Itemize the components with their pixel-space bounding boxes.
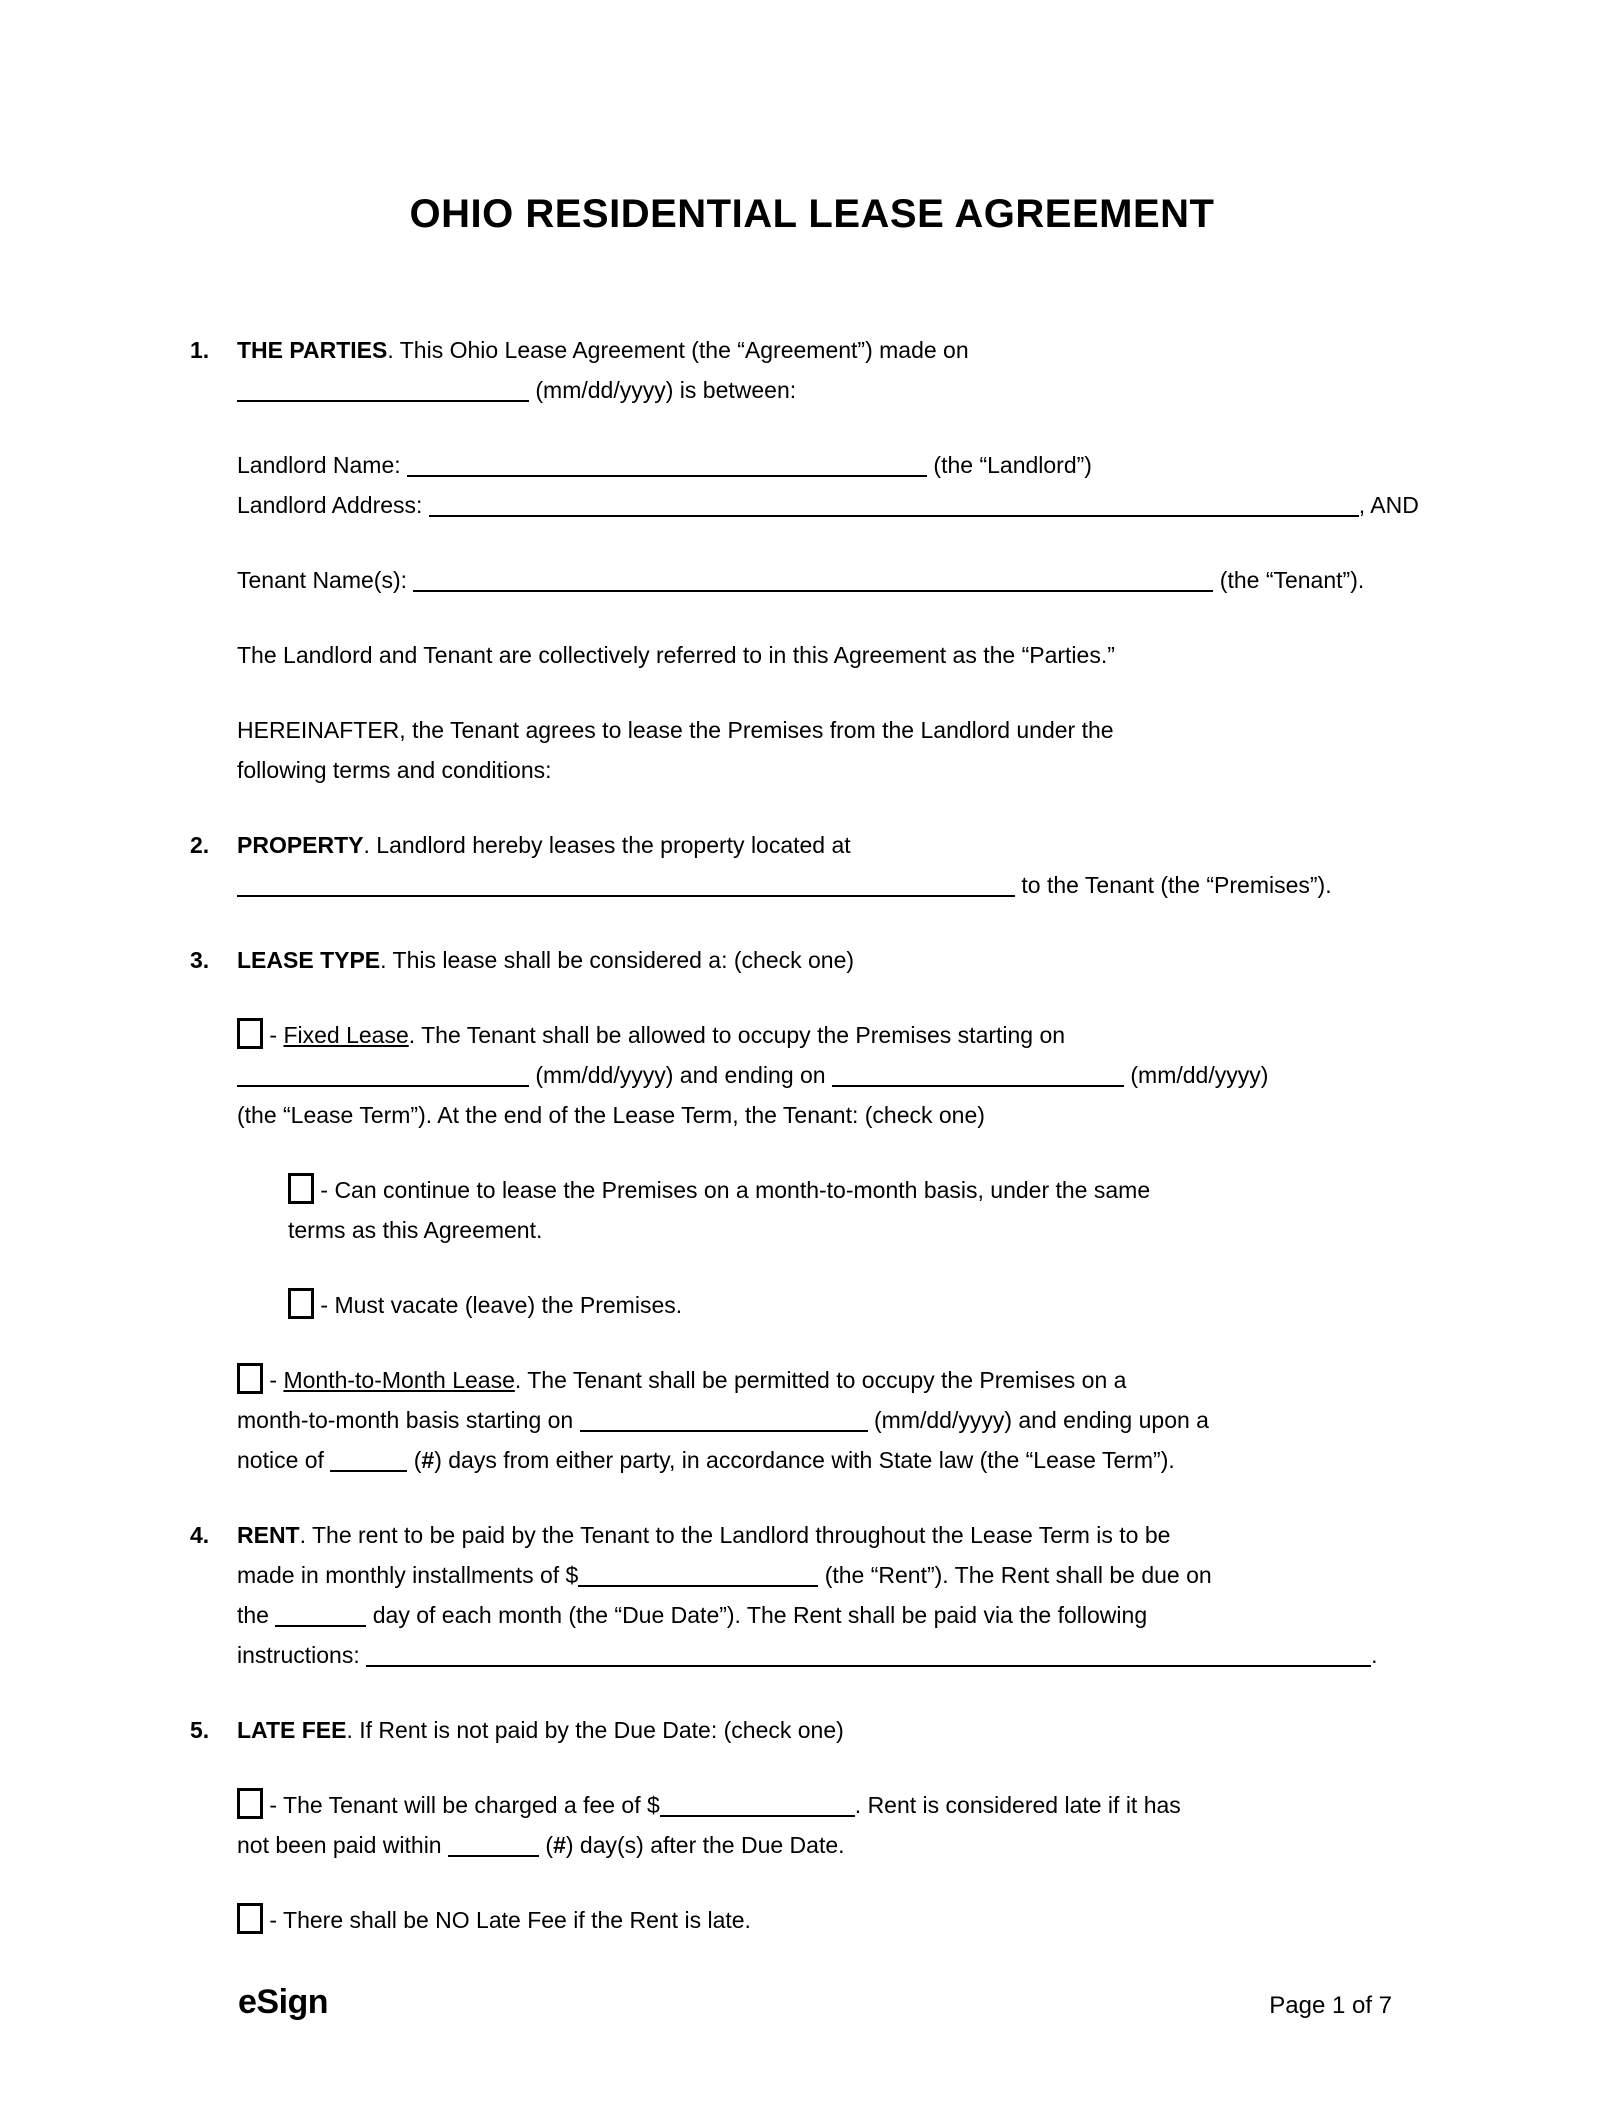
line [237, 1440, 1474, 1480]
line [237, 1515, 1474, 1555]
blank-late-fee-days[interactable] [448, 1855, 539, 1857]
fixed-lease-option [237, 1015, 1474, 1135]
continue-month-to-month-option [288, 1170, 1474, 1250]
esign-logo: eSign [238, 1983, 329, 2021]
section-content [237, 330, 1474, 410]
text-run: Landlord Name: [237, 452, 408, 478]
text-run: ) day(s) after the Due Date. [565, 1832, 845, 1858]
text-run: (mm/dd/yyyy) is between: [529, 377, 797, 403]
document-title: OHIO RESIDENTIAL LEASE AGREEMENT [409, 192, 1215, 236]
line [237, 710, 1474, 750]
checkbox-no-late-fee[interactable] [237, 1903, 263, 1934]
text-run: (the “Tenant”). [1213, 567, 1365, 593]
line [237, 1400, 1474, 1440]
blank-property-address[interactable] [237, 895, 1015, 897]
text-run: LATE FEE [237, 1717, 347, 1743]
month-to-month-option [237, 1360, 1474, 1480]
text-run: terms as this Agreement. [288, 1217, 543, 1243]
text-run: - Can continue to lease the Premises on a month-to-month basis, under the same [314, 1177, 1151, 1203]
section-number: 1. [190, 337, 210, 363]
text-run: Landlord Address: [237, 492, 429, 518]
text-run: made in monthly installments of $ [237, 1562, 579, 1588]
text-run: (mm/dd/yyyy) and ending upon a [867, 1407, 1209, 1433]
line [237, 825, 1474, 865]
section-the-parties [190, 330, 1474, 410]
section-number: 5. [190, 1717, 210, 1743]
text-run: following terms and conditions: [237, 757, 552, 783]
text-run: PROPERTY [237, 832, 364, 858]
section-content [237, 940, 1474, 980]
text-run: the [237, 1602, 276, 1628]
text-run: ( [539, 1832, 554, 1858]
line [237, 1055, 1474, 1095]
section-content [237, 1710, 1474, 1750]
line [237, 750, 1474, 790]
page-footer [238, 1982, 1392, 2026]
text-run: - [263, 1367, 284, 1393]
text-run: ( [407, 1447, 422, 1473]
hereinafter-clause [237, 710, 1474, 790]
text-run: (mm/dd/yyyy) and ending on [529, 1062, 832, 1088]
checkbox-continue-month-to-month[interactable] [288, 1173, 314, 1204]
line [237, 1555, 1474, 1595]
line [237, 1595, 1474, 1635]
text-run: , AND [1358, 492, 1419, 518]
text-run: . The Tenant shall be allowed to occupy the Premises starting on [408, 1022, 1066, 1048]
text-run: - [263, 1022, 284, 1048]
text-run: Fixed Lease [283, 1022, 409, 1048]
text-run: RENT [237, 1522, 300, 1548]
text-run: - The Tenant will be charged a fee of $ [263, 1792, 660, 1818]
text-run: notice of [237, 1447, 331, 1473]
text-run: Month-to-Month Lease [283, 1367, 515, 1393]
text-run: . [1371, 1642, 1378, 1668]
text-run: . Rent is considered late if it has [854, 1792, 1181, 1818]
line [288, 1285, 1474, 1325]
blank-payment-instructions[interactable] [366, 1665, 1371, 1667]
blank-fixed-lease-start-date[interactable] [237, 1085, 529, 1087]
blank-rent-due-day[interactable] [275, 1625, 366, 1627]
checkbox-must-vacate[interactable] [288, 1288, 314, 1319]
text-run: THE PARTIES [237, 337, 388, 363]
blank-tenant-names[interactable] [413, 590, 1213, 592]
line [237, 1635, 1474, 1675]
line [237, 1825, 1474, 1865]
text-run: (the “Rent”). The Rent shall be due on [818, 1562, 1212, 1588]
line [237, 940, 1474, 980]
line [237, 1360, 1474, 1400]
line [288, 1210, 1474, 1250]
section-number: 2. [190, 832, 210, 858]
text-run: (the “Landlord”) [927, 452, 1092, 478]
section-property [190, 825, 1474, 905]
line [237, 635, 1474, 675]
blank-fixed-lease-end-date[interactable] [832, 1085, 1124, 1087]
blank-m2m-start-date[interactable] [580, 1430, 868, 1432]
section-lease-type [190, 940, 1474, 980]
section-number: 3. [190, 947, 210, 973]
text-run: Tenant Name(s): [237, 567, 414, 593]
text-run: ) days from either party, in accordance with State law (the “Lease Term”). [434, 1447, 1175, 1473]
text-run: - There shall be NO Late Fee if the Rent is late. [263, 1907, 751, 1933]
blank-late-fee-amount[interactable] [660, 1815, 855, 1817]
text-run: to the Tenant (the “Premises”). [1015, 872, 1332, 898]
text-run: . The rent to be paid by the Tenant to the Landlord throughout the Lease Term is to be [299, 1522, 1171, 1548]
late-fee-charged-option [237, 1785, 1474, 1865]
line [237, 1710, 1474, 1750]
text-run: . This Ohio Lease Agreement (the “Agreement”) made on [387, 337, 969, 363]
text-run: HEREINAFTER, the Tenant agrees to lease the Premises from the Landlord under the [237, 717, 1114, 743]
text-run: LEASE TYPE [237, 947, 381, 973]
section-content [237, 825, 1474, 905]
line [288, 1170, 1474, 1210]
line [237, 865, 1474, 905]
text-run: . The Tenant shall be permitted to occupy the Premises on a [514, 1367, 1127, 1393]
section-content [237, 1515, 1474, 1675]
text-run: instructions: [237, 1642, 367, 1668]
text-run: day of each month (the “Due Date”). The Rent shall be paid via the following [366, 1602, 1148, 1628]
line [237, 445, 1474, 485]
blank-rent-amount[interactable] [578, 1585, 818, 1587]
line [237, 1785, 1474, 1825]
text-run: (mm/dd/yyyy) [1123, 1062, 1269, 1088]
must-vacate-option [288, 1285, 1474, 1325]
page-number: Page 1 of 7 [1269, 1992, 1392, 2019]
text-run: . If Rent is not paid by the Due Date: (check one) [346, 1717, 844, 1743]
checkbox-month-to-month-lease[interactable] [237, 1363, 263, 1394]
checkbox-late-fee-charged[interactable] [237, 1788, 263, 1819]
text-run: . This lease shall be considered a: (check one) [380, 947, 855, 973]
checkbox-fixed-lease[interactable] [237, 1018, 263, 1049]
text-run: month-to-month basis starting on [237, 1407, 580, 1433]
landlord-block [237, 445, 1474, 525]
line [237, 485, 1474, 525]
text-run: not been paid within [237, 1832, 448, 1858]
line [237, 330, 1474, 370]
parties-clause [237, 635, 1474, 675]
tenant-block [237, 560, 1474, 600]
text-run: (the “Lease Term”). At the end of the Lease Term, the Tenant: (check one) [237, 1102, 985, 1128]
blank-landlord-name[interactable] [407, 475, 927, 477]
section-late-fee [190, 1710, 1474, 1750]
text-run: . Landlord hereby leases the property located at [363, 832, 851, 858]
document-body [190, 330, 1474, 1940]
blank-agreement-date[interactable] [237, 400, 529, 402]
text-run: # [421, 1447, 435, 1473]
line [237, 370, 1474, 410]
section-rent [190, 1515, 1474, 1675]
text-run: - Must vacate (leave) the Premises. [314, 1292, 683, 1318]
section-number: 4. [190, 1522, 210, 1548]
blank-m2m-notice-days[interactable] [330, 1470, 407, 1472]
line [237, 560, 1474, 600]
no-late-fee-option [237, 1900, 1474, 1940]
text-run: The Landlord and Tenant are collectively referred to in this Agreement as the “Parties.” [237, 642, 1115, 668]
text-run: # [553, 1832, 566, 1858]
line [237, 1900, 1474, 1940]
line [237, 1015, 1474, 1055]
blank-landlord-address[interactable] [429, 515, 1359, 517]
line [237, 1095, 1474, 1135]
